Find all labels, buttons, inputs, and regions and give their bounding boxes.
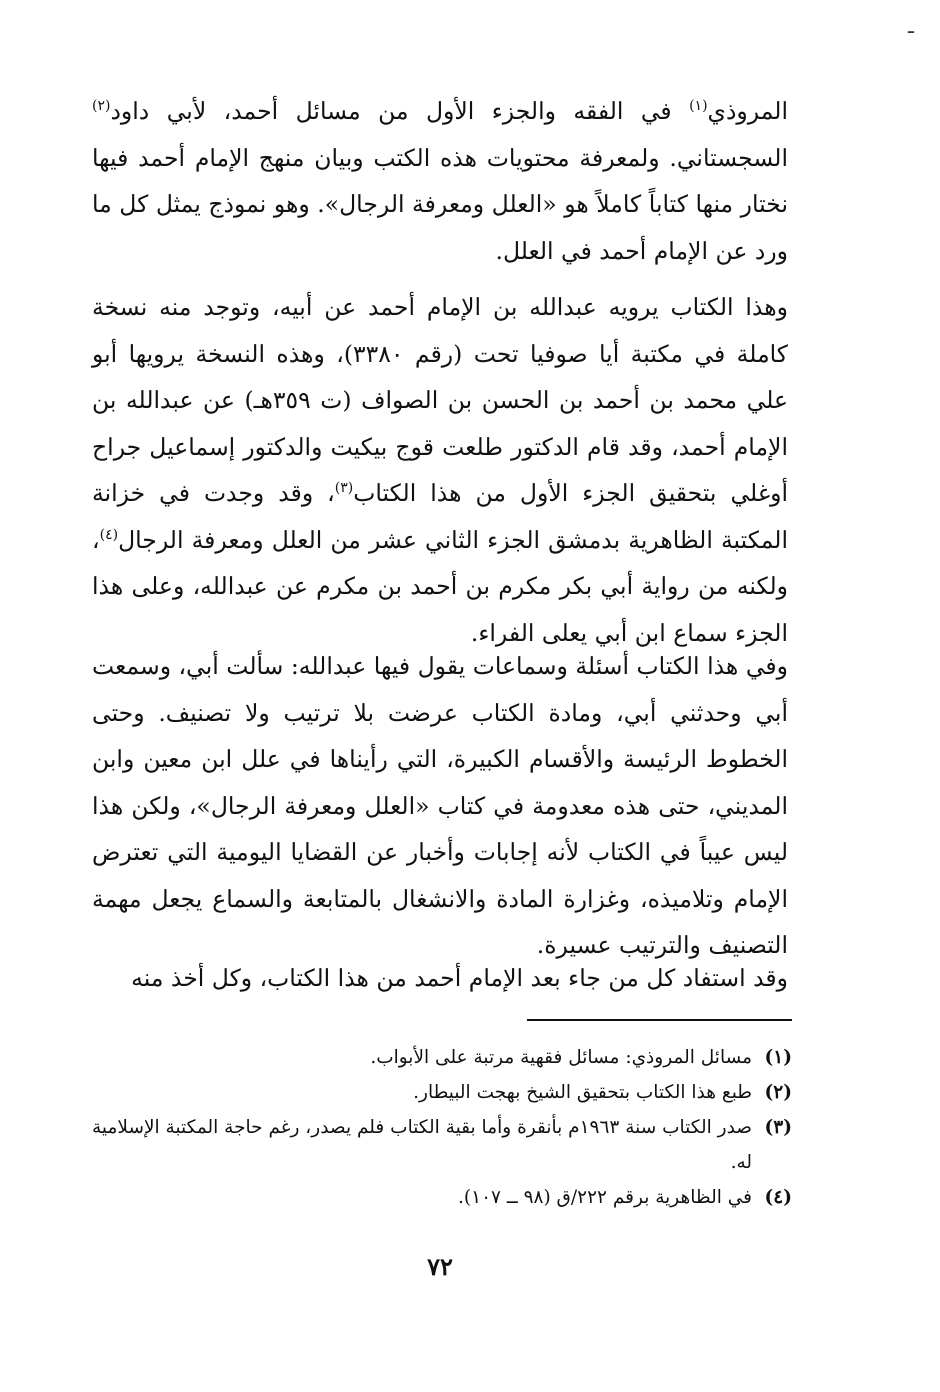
- paragraph-3: [92, 643, 788, 969]
- footnote-text: في الظاهرية برقم ٢٢٢/ق (٩٨ ــ ١٠٧).: [458, 1187, 752, 1208]
- footnote-divider: [527, 1019, 792, 1021]
- footnote-number: (٣): [764, 1117, 792, 1138]
- paragraph-1-text: السجستاني. ولمعرفة محتويات هذه الكتب وبيان منهج الإمام أحمد فيها نختار منها كتاباً كاملاً هو «العلل ومعرفة الرجال». وهو نموذج يمثل كل ما ورد عن الإمام أحمد في العلل.: [92, 143, 788, 265]
- paragraph-1: [92, 88, 788, 274]
- footnote-ref-1[interactable]: (١): [689, 98, 708, 115]
- paragraph-2-text: ، وقد وجدت في خزانة المكتبة الظاهرية بدمشق الجزء الثاني عشر من العلل ومعرفة الرجال: [92, 479, 788, 554]
- footnote-number: (١): [764, 1047, 792, 1068]
- footnote-3: [92, 1110, 792, 1180]
- footnote-number: (٢): [764, 1082, 792, 1103]
- paragraph-3-text: وفي هذا الكتاب أسئلة وسماعات يقول فيها عبدالله: سألت أبي، وسمعت أبي وحدثني أبي، ومادة الكتاب عرضت بلا ترتيب ولا تصنيف. وحتى الخطوط الرئيسة والأقسام الكبيرة، التي رأيناها في علل ابن معين وابن المديني، حتى هذه معدومة في كتاب «العلل ومعرفة الرجال»، ولكن هذا ليس عيباً في الكتاب لأنه إجابات وأخبار عن القضايا اليومية التي تعترض الإمام وتلاميذه، وغزارة المادة والانشغال بالمتابعة والسماع يجعل مهمة التصنيف والترتيب عسيرة.: [92, 652, 788, 959]
- footnote-ref-4[interactable]: (٤): [99, 526, 119, 543]
- paragraph-4-text: وقد استفاد كل من جاء بعد الإمام أحمد من هذا الكتاب، وكل أخذ منه: [131, 964, 788, 992]
- page-number: ٧٢: [427, 1252, 453, 1281]
- paragraph-1-text: المروذي: [707, 97, 788, 125]
- paragraph-2: [92, 284, 788, 656]
- footnote-number: (٤): [764, 1187, 792, 1208]
- footnote-ref-3[interactable]: (٣): [334, 480, 354, 497]
- footnote-text: مسائل المروذي: مسائل فقهية مرتبة على الأبواب.: [370, 1047, 752, 1068]
- paragraph-2-text: ، ولكنه من رواية أبي بكر مكرم بن أحمد بن مكرم عن عبدالله، وعلى هذا الجزء سماع ابن أبي يعلى الفراء.: [92, 525, 788, 647]
- footnote-1: [92, 1040, 792, 1075]
- footnotes: [92, 1040, 792, 1215]
- corner-mark: ـ: [908, 14, 914, 38]
- paragraph-1-text: في الفقه والجزء الأول من مسائل أحمد، لأبي داود: [110, 97, 690, 125]
- footnote-4: [92, 1180, 792, 1215]
- paragraph-4: [92, 955, 788, 1002]
- footnote-ref-2[interactable]: (٢): [92, 98, 111, 115]
- footnote-text: صدر الكتاب سنة ١٩٦٣م بأنقرة وأما بقية الكتاب فلم يصدر، رغم حاجة المكتبة الإسلامية له.: [92, 1117, 752, 1173]
- footnote-text: طبع هذا الكتاب بتحقيق الشيخ بهجت البيطار.: [413, 1082, 752, 1103]
- footnote-2: [92, 1075, 792, 1110]
- paragraph-2-text: وهذا الكتاب يرويه عبدالله بن الإمام أحمد عن أبيه، وتوجد منه نسخة كاملة في مكتبة أيا صوفيا تحت (رقم ٣٣٨٠)، وهذه النسخة يرويها أبو علي محمد بن أحمد بن الحسن بن الصواف (ت ٣٥٩هـ) عن عبدالله بن الإمام أحمد، وقد قام الدكتور طلعت قوج بيكيت والدكتور إسماعيل جراح أوغلي بتحقيق الجزء الأول من هذا الكتاب: [92, 293, 788, 507]
